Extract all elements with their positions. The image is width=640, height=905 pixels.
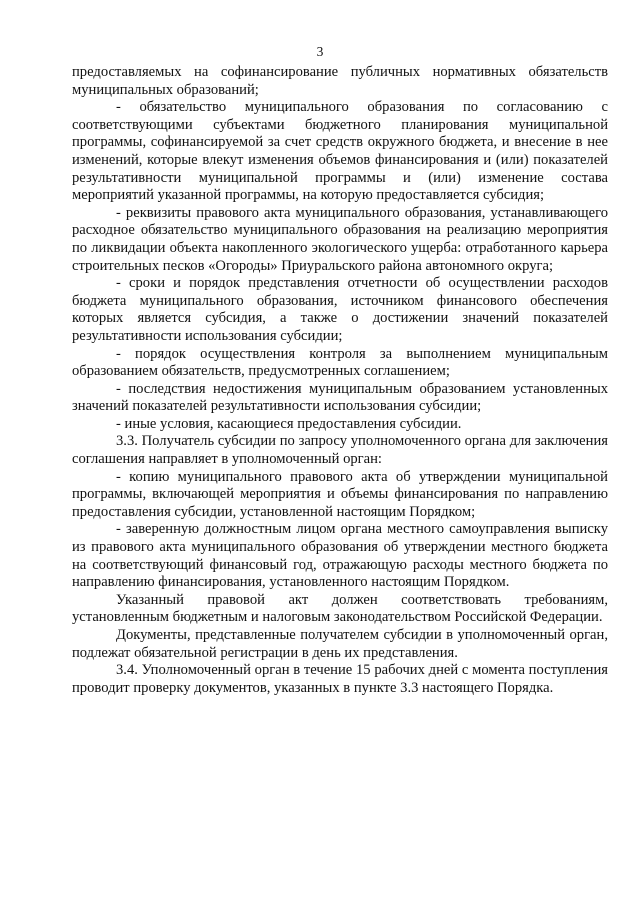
paragraph-obligation-coordination: - обязательство муниципального образования по согласованию с соответствующими субъектами бюджетного планирования муниципальной программы, софинансируемой за счет средств окружного бюджета, и внесение в нее изменений, которые влекут изменения объемов финансирования и (или) показателей результативности муниципальной программы и (или) изменение состава мероприятий указанной программы, на которую предоставляется субсидия; bbox=[72, 99, 608, 204]
paragraph-budget-extract: - заверенную должностным лицом органа местного самоуправления выписку из правового акта муниципального образования об утверждении местного бюджета на соответствующий финансовый год, отражающую расходы местного бюджета по направлению финансирования, установленного настоящим Порядком. bbox=[72, 521, 608, 591]
paragraph-control-procedure: - порядок осуществления контроля за выполнением муниципальным образованием обязательств, предусмотренных соглашением; bbox=[72, 345, 608, 380]
paragraph-legal-act-details: - реквизиты правового акта муниципального образования, устанавливающего расходное обязательство муниципального образования на реализацию мероприятия по ликвидации объекта накопленного экологического ущерба: отработанного карьера строительных песков «Огороды» Приуральского района автономного округа; bbox=[72, 204, 608, 274]
paragraph-legal-act-requirements: Указанный правовой акт должен соответствовать требованиям, установленным бюджетным и налоговым законодательством Российской Федерации. bbox=[72, 591, 608, 626]
page-number: 3 bbox=[316, 44, 324, 59]
paragraph-reporting-terms: - сроки и порядок представления отчетности об осуществлении расходов бюджета муниципального образования, источником финансового обеспечения которых является субсидия, а также о достижении значений показателей результативности использования субсидии; bbox=[72, 275, 608, 344]
paragraph-section-3-4: 3.4. Уполномоченный орган в течение 15 рабочих дней с момента поступления проводит проверку документов, указанных в пункте 3.3 настоящего Порядка. bbox=[72, 662, 608, 696]
document-body bbox=[72, 64, 608, 697]
paragraph-non-achievement-consequences: - последствия недостижения муниципальным образованием установленных значений показателей результативности использования субсидии; bbox=[72, 380, 608, 415]
paragraph-program-act-copy: - копию муниципального правового акта об утверждении муниципальной программы, включающей мероприятия и объемы финансирования по направлению предоставления субсидии, установленной настоящим Порядком; bbox=[72, 468, 608, 520]
paragraph-other-conditions: - иные условия, касающиеся предоставления субсидии. bbox=[116, 415, 462, 432]
paragraph-section-3-3: 3.3. Получатель субсидии по запросу уполномоченного органа для заключения соглашения направляет в уполномоченный орган: bbox=[72, 433, 608, 468]
paragraph-continuation: предоставляемых на софинансирование публичных нормативных обязательств муниципальных образований; bbox=[72, 64, 608, 98]
paragraph-document-registration: Документы, представленные получателем субсидии в уполномоченный орган, подлежат обязательной регистрации в день их представления. bbox=[72, 627, 608, 661]
